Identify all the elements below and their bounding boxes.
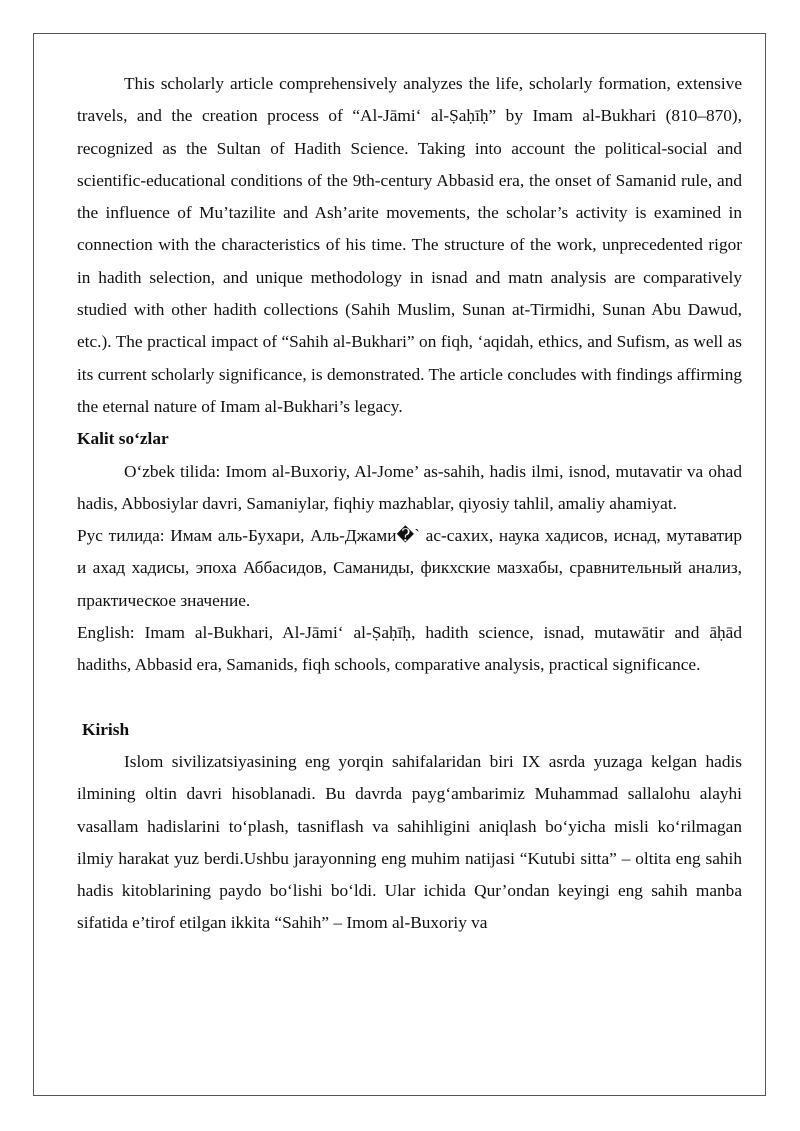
abstract-paragraph: This scholarly article comprehensively analyzes the life, scholarly formation, extensive travels, and the creation process of “Al-Jāmi‘ al-Ṣaḥīḥ” by Imam al-Bukhari (810–870), recognized as the Sultan of Hadith Science. Taking into account the political-social and scientific-educational conditions of the 9th-century Abbasid era, the onset of Samanid rule, and the influence of Mu’tazilite and Ash’arite movements, the scholar’s activity is examined in connection with the characteristics of his time. The structure of the work, unprecedented rigor in hadith selection, and unique methodology in isnad and matn analysis are comparatively studied with other hadith collections (Sahih Muslim, Sunan at-Tirmidhi, Sunan Abu Dawud, etc.). The practical impact of “Sahih al-Bukhari” on fiqh, ‘aqidah, ethics, and Sufism, as well as its current scholarly significance, is demonstrated. The article concludes with findings affirming the eternal nature of Imam al-Bukhari’s legacy. xyxy=(77,74,742,416)
keywords-english: English: Imam al-Bukhari, Al-Jāmi‘ al-Ṣaḥīḥ, hadith science, isnad, mutawātir and āḥād hadiths, Abbasid era, Samanids, fiqh schools, comparative analysis, practical significance. xyxy=(77,623,742,675)
introduction-paragraph: Islom sivilizatsiyasining eng yorqin sahifalaridan biri IX asrda yuzaga kelgan hadis ilmining oltin davri hisoblanadi. Bu davrda payg‘ambarimiz Muhammad sallalohu alayhi vasallam hadislarini to‘plash, tasniflash va sahihligini aniqlash bo‘yicha misli ko‘rilmagan ilmiy harakat yuz berdi.Ushbu jarayonning eng muhim natijasi “Kutubi sitta” – oltita eng sahih hadis kitoblarining paydo bo‘lishi bo‘ldi. Ular ichida Qur’ondan keyingi eng sahih manba sifatida e’tirof etilgan ikkita “Sahih” – Imom al-Buxoriy va xyxy=(77,751,742,933)
section-spacer xyxy=(77,682,742,714)
keywords-russian: Рус тилида: Имам аль-Бухари, Аль-Джами�`‎ ас-сахих, наука хадисов, иснад, мутаватир и ахад хадисы, эпоха Аббасидов, Саманиды, фикхские мазхабы, сравнительный анализ, практическое значение. xyxy=(77,526,742,610)
keywords-uzbek: O‘zbek tilida: Imom al-Buxoriy, Al-Jome’ as-sahih, hadis ilmi, isnod, mutavatir va ohad hadis, Abbosiylar davri, Samaniylar, fiqhiy mazhablar, qiyosiy tahlil, amaliy ahamiyat. xyxy=(77,461,742,513)
introduction-heading: Kirish xyxy=(82,719,130,739)
keywords-heading: Kalit so‘zlar xyxy=(77,429,169,449)
document-body xyxy=(77,68,742,940)
